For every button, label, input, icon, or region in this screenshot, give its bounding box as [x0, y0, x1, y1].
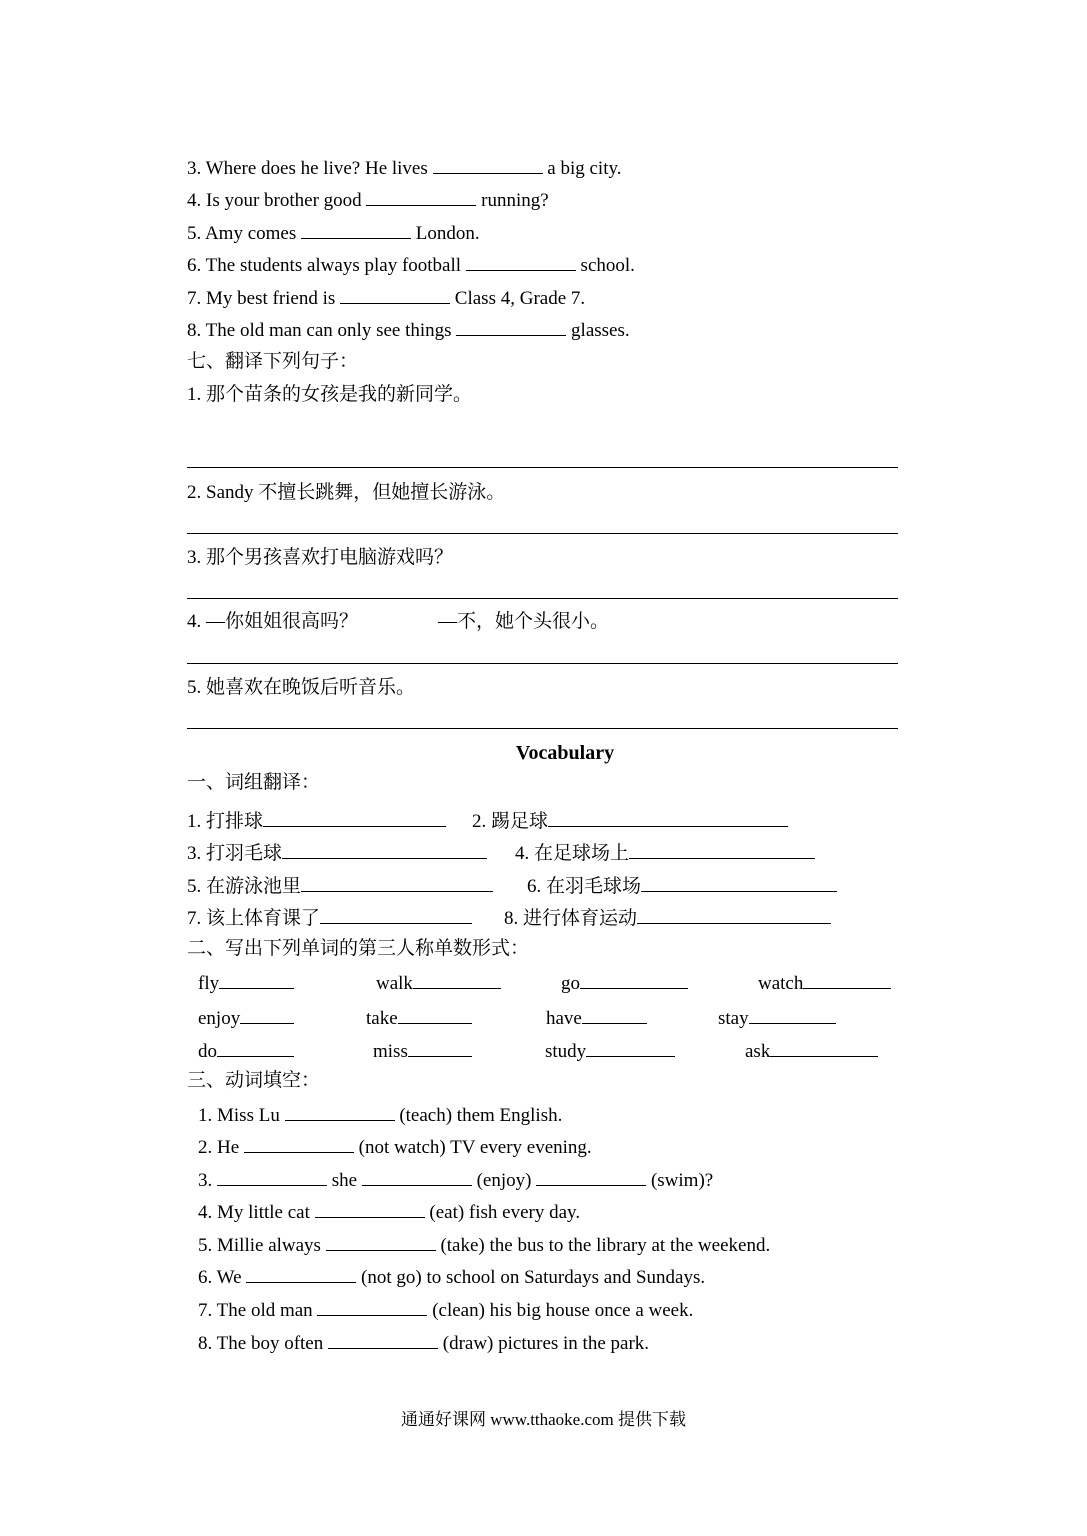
question-5: 5. Amy comes London.	[187, 223, 480, 244]
word-item: go	[561, 971, 688, 996]
phrase-item: 6. 在羽毛球场	[527, 874, 837, 899]
answer-blank[interactable]	[582, 1006, 647, 1024]
answer-blank[interactable]	[536, 1168, 646, 1186]
translate-item-2: 2. Sandy 不擅长跳舞，但她擅长游泳。	[187, 482, 506, 503]
word-item: miss	[373, 1039, 472, 1064]
word-item: do	[198, 1039, 294, 1064]
verb-question-5: 5. Millie always (take) the bus to the library at the weekend.	[198, 1235, 771, 1256]
verb-question-7: 7. The old man (clean) his big house once a week.	[198, 1300, 694, 1321]
answer-blank[interactable]	[466, 253, 576, 271]
answer-blank[interactable]	[580, 971, 688, 989]
question-7: 7. My best friend is Class 4, Grade 7.	[187, 288, 586, 309]
answer-blank[interactable]	[328, 1331, 438, 1349]
answer-blank[interactable]	[413, 971, 501, 989]
phrase-item: 4. 在足球场上	[515, 841, 815, 866]
translate-item-4-reply: —不，她个头很小。	[438, 611, 610, 632]
phrase-item: 3. 打羽毛球	[187, 841, 487, 866]
answer-blank[interactable]	[408, 1039, 472, 1057]
verb-question-2: 2. He (not watch) TV every evening.	[198, 1137, 592, 1158]
question-4: 4. Is your brother good running?	[187, 190, 549, 211]
translate-item-1: 1. 那个苗条的女孩是我的新同学。	[187, 384, 473, 405]
translate-item-5: 5. 她喜欢在晚饭后听音乐。	[187, 677, 416, 698]
verb-question-8: 8. The boy often (draw) pictures in the park.	[198, 1333, 650, 1354]
answer-blank[interactable]	[548, 809, 788, 827]
answer-blank[interactable]	[301, 874, 493, 892]
translate-item-3: 3. 那个男孩喜欢打电脑游戏吗？	[187, 547, 454, 568]
answer-blank[interactable]	[641, 874, 837, 892]
translate-item-4: 4. —你姐姐很高吗？	[187, 611, 359, 632]
phrase-item: 8. 进行体育运动	[504, 906, 831, 931]
answer-blank[interactable]	[240, 1006, 294, 1024]
answer-blank[interactable]	[219, 971, 294, 989]
section-title-third-person: 二、写出下列单词的第三人称单数形式：	[187, 938, 530, 959]
answer-blank[interactable]	[433, 156, 543, 174]
word-item: stay	[718, 1006, 836, 1031]
answer-blank[interactable]	[586, 1039, 675, 1057]
answer-blank[interactable]	[263, 809, 446, 827]
question-8: 8. The old man can only see things glasses.	[187, 320, 630, 341]
word-item: have	[546, 1006, 647, 1031]
answer-blank[interactable]	[456, 318, 566, 336]
answer-blank[interactable]	[803, 971, 891, 989]
answer-line[interactable]	[187, 598, 898, 599]
answer-line[interactable]	[187, 533, 898, 534]
answer-blank[interactable]	[317, 1298, 427, 1316]
answer-line[interactable]	[187, 728, 898, 729]
verb-question-4: 4. My little cat (eat) fish every day.	[198, 1202, 581, 1223]
answer-blank[interactable]	[285, 1103, 395, 1121]
answer-blank[interactable]	[340, 286, 450, 304]
verb-question-1: 1. Miss Lu (teach) them English.	[198, 1105, 563, 1126]
answer-blank[interactable]	[282, 841, 487, 859]
answer-blank[interactable]	[246, 1265, 356, 1283]
section-title-translate: 七、翻译下列句子：	[187, 351, 359, 372]
verb-question-6: 6. We (not go) to school on Saturdays and Sundays.	[198, 1267, 706, 1288]
answer-blank[interactable]	[398, 1006, 472, 1024]
answer-blank[interactable]	[366, 188, 476, 206]
word-item: watch	[758, 971, 891, 996]
word-item: ask	[745, 1039, 878, 1064]
answer-blank[interactable]	[244, 1135, 354, 1153]
phrase-item: 5. 在游泳池里	[187, 874, 493, 899]
answer-blank[interactable]	[301, 221, 411, 239]
question-3: 3. Where does he live? He lives a big city.	[187, 158, 622, 179]
word-item: enjoy	[198, 1006, 294, 1031]
answer-blank[interactable]	[320, 906, 472, 924]
answer-blank[interactable]	[217, 1039, 294, 1057]
word-item: walk	[376, 971, 501, 996]
answer-blank[interactable]	[749, 1006, 836, 1024]
phrase-item: 2. 踢足球	[472, 809, 788, 834]
answer-blank[interactable]	[315, 1200, 425, 1218]
word-item: study	[545, 1039, 675, 1064]
answer-blank[interactable]	[217, 1168, 327, 1186]
phrase-item: 7. 该上体育课了	[187, 906, 472, 931]
answer-blank[interactable]	[629, 841, 815, 859]
answer-blank[interactable]	[362, 1168, 472, 1186]
page-footer: 通通好课网 www.tthaoke.com 提供下载	[400, 1410, 687, 1429]
answer-blank[interactable]	[637, 906, 831, 924]
section-title-phrases: 一、词组翻译：	[187, 772, 321, 793]
verb-question-3: 3. she (enjoy) (swim)?	[198, 1170, 714, 1191]
word-item: fly	[198, 971, 294, 996]
answer-line[interactable]	[187, 663, 898, 664]
vocabulary-heading: Vocabulary	[515, 742, 615, 764]
answer-line[interactable]	[187, 467, 898, 468]
answer-blank[interactable]	[326, 1233, 436, 1251]
question-6: 6. The students always play football school.	[187, 255, 635, 276]
answer-blank[interactable]	[770, 1039, 878, 1057]
section-title-verbs: 三、动词填空：	[187, 1070, 321, 1091]
word-item: take	[366, 1006, 472, 1031]
phrase-item: 1. 打排球	[187, 809, 446, 834]
